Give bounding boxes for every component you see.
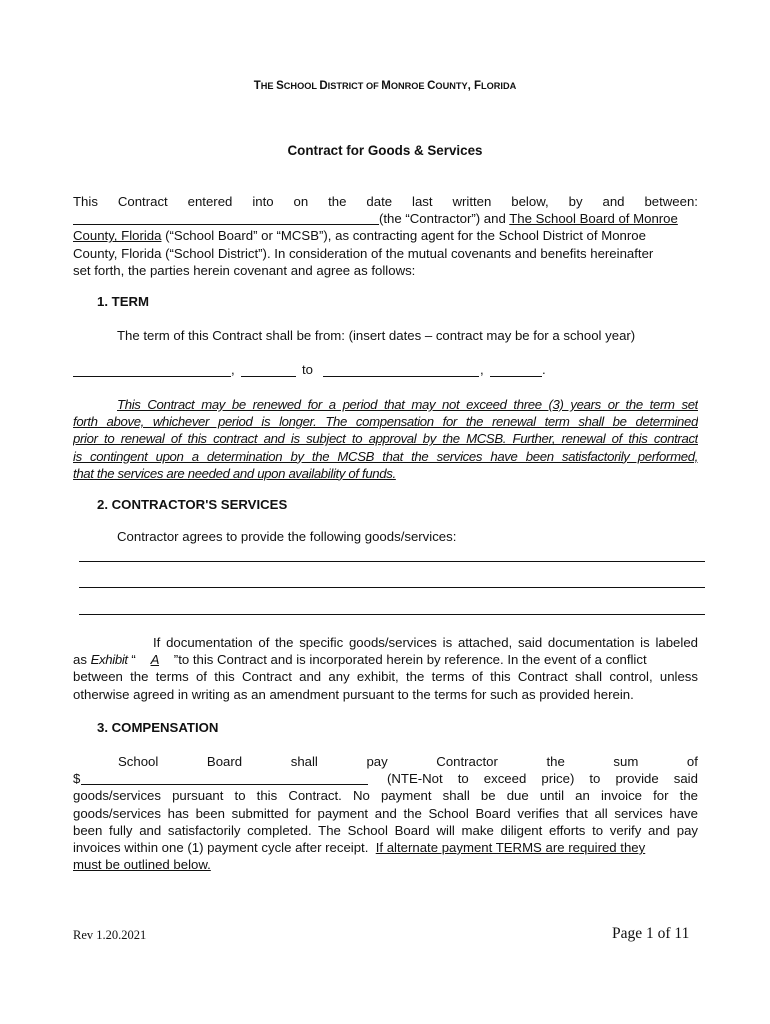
section-term-heading: 1. TERM bbox=[97, 294, 150, 309]
word: the bbox=[546, 754, 565, 769]
word: below, bbox=[511, 194, 549, 209]
comma: , bbox=[231, 362, 235, 377]
comp-line-7: must be outlined below. bbox=[73, 857, 211, 873]
doc-line-4: otherwise agreed in writing as an amendment pursuant to the terms for such as provided herein. bbox=[73, 686, 634, 702]
revision-label: Rev 1.20.2021 bbox=[73, 928, 147, 942]
page-title: Contract for Goods & Services bbox=[287, 143, 483, 158]
word: between: bbox=[644, 194, 698, 209]
intro-line-2-text bbox=[379, 210, 678, 227]
word: on bbox=[293, 194, 309, 209]
word: This bbox=[73, 194, 98, 209]
renewal-line: is contingent upon a determination by the MCSB that the services have been satisfactorily performed, bbox=[73, 448, 698, 464]
intro-line-4: County, Florida (“School District”). In consideration of the mutual covenants and benefits hereinafter bbox=[73, 245, 654, 261]
header-part: D bbox=[319, 80, 328, 92]
doc-line-2-pre: as bbox=[73, 652, 91, 668]
to-label: to bbox=[302, 362, 313, 377]
comma: , bbox=[480, 362, 484, 377]
renewal-line: forth above, whichever period is longer. The compensation for the renewal term shall be determined bbox=[73, 414, 698, 430]
intro-line-3-text: (“School Board” or “MCSB”), as contracting agent for the School District of Monroe bbox=[161, 228, 646, 244]
alternate-terms-note: If alternate payment TERMS are required they bbox=[375, 839, 646, 855]
quote-open: “ bbox=[127, 652, 136, 668]
header-part: ISTRICT OF bbox=[327, 81, 382, 91]
word: Board bbox=[206, 754, 243, 769]
header-part: LORIDA bbox=[481, 81, 517, 91]
header-part: C bbox=[427, 80, 436, 92]
documentation-paragraph bbox=[73, 634, 698, 703]
intro-line-1 bbox=[73, 193, 698, 210]
header-part: M bbox=[381, 80, 391, 92]
word: by bbox=[568, 194, 583, 209]
renewal-paragraph bbox=[73, 396, 698, 482]
comp-line-5: been fully and satisfactorily completed. The School Board will make diligent efforts to verify and pay bbox=[73, 822, 698, 838]
term-text: The term of this Contract shall be from: (insert dates – contract may be for a school year) bbox=[117, 328, 636, 343]
section-compensation-heading: 3. COMPENSATION bbox=[97, 720, 219, 735]
renewal-line: This Contract may be renewed for a period that may not exceed three (3) years or the term set bbox=[117, 397, 698, 412]
period: . bbox=[542, 362, 546, 377]
renewal-line: that the services are needed and upon availability of funds. bbox=[73, 465, 396, 481]
comp-line-4: goods/services has been submitted for payment and the School Board verifies that all services have bbox=[73, 805, 698, 821]
compensation-paragraph bbox=[73, 753, 698, 873]
doc-line-2-post: ”to this Contract and is incorporated herein by reference. In the event of a conflict bbox=[173, 652, 647, 668]
comp-line-6 bbox=[73, 839, 698, 856]
term-dates-line bbox=[73, 362, 633, 382]
header-part: , F bbox=[467, 80, 481, 92]
services-agree-text: Contractor agrees to provide the following goods/services: bbox=[117, 529, 457, 544]
word: School bbox=[118, 754, 159, 769]
word: sum bbox=[613, 754, 639, 769]
word: shall bbox=[290, 754, 318, 769]
contractor-name-blank[interactable] bbox=[73, 224, 379, 225]
header-part: OUNTY bbox=[435, 81, 468, 91]
comp-line-2 bbox=[73, 770, 698, 787]
word: date bbox=[366, 194, 393, 209]
school-board-name: The School Board of Monroe bbox=[509, 211, 678, 227]
services-line-2[interactable] bbox=[79, 587, 705, 588]
dollar-sign: $ bbox=[73, 771, 81, 787]
services-line-1[interactable] bbox=[79, 561, 705, 562]
comp-line-3: goods/services pursuant to this Contract. No payment shall be due until an invoice for the bbox=[73, 788, 698, 804]
comp-line-2-words bbox=[387, 770, 698, 787]
intro-line-2 bbox=[73, 210, 698, 227]
word: and bbox=[602, 194, 625, 209]
doc-line-1: If documentation of the specific goods/services is attached, said documentation is labeled bbox=[153, 635, 698, 650]
exhibit-letter: A bbox=[150, 652, 160, 668]
section-services-heading: 2. CONTRACTOR'S SERVICES bbox=[97, 497, 288, 512]
header-part: S bbox=[276, 80, 284, 92]
contractor-label: (the “Contractor”) and bbox=[379, 211, 510, 227]
header-part: CHOOL bbox=[283, 81, 320, 91]
exhibit-value[interactable] bbox=[136, 651, 174, 668]
word: last bbox=[412, 194, 433, 209]
word: Contract bbox=[117, 194, 168, 209]
amount-blank[interactable] bbox=[81, 784, 368, 785]
word: pay bbox=[366, 754, 388, 769]
word: exceed bbox=[483, 771, 527, 787]
word: Contractor bbox=[436, 754, 498, 769]
word: into bbox=[252, 194, 274, 209]
district-header bbox=[0, 77, 770, 92]
end-year-blank[interactable] bbox=[490, 376, 542, 377]
header-part: HE bbox=[260, 81, 277, 91]
start-year-blank[interactable] bbox=[241, 376, 296, 377]
intro-line-3 bbox=[73, 227, 698, 244]
word: the bbox=[328, 194, 347, 209]
intro-paragraph bbox=[73, 193, 698, 279]
word: written bbox=[452, 194, 492, 209]
word: to bbox=[589, 771, 601, 787]
page-number: Page 1 of 11 bbox=[612, 925, 690, 942]
word: (NTE-Not bbox=[387, 771, 443, 787]
doc-line-2 bbox=[73, 651, 698, 668]
services-line-3[interactable] bbox=[79, 614, 705, 615]
intro-line-5: set forth, the parties herein covenant and agree as follows: bbox=[73, 262, 416, 278]
comp-line-1 bbox=[73, 753, 698, 770]
comp-line-6-text: invoices within one (1) payment cycle after receipt. bbox=[73, 839, 376, 855]
word: entered bbox=[187, 194, 233, 209]
word: of bbox=[686, 754, 698, 769]
word: said bbox=[673, 771, 698, 787]
header-part: ONROE bbox=[390, 81, 428, 91]
exhibit-label: Exhibit bbox=[90, 652, 128, 668]
county-name: County, Florida bbox=[73, 228, 162, 244]
renewal-line: prior to renewal of this contract and is subject to approval by the MCSB. Further, renewal of this contract bbox=[73, 431, 698, 447]
doc-line-3: between the terms of this Contract and any exhibit, the terms of this Contract shall control, unless bbox=[73, 669, 698, 685]
word: to bbox=[457, 771, 469, 787]
word: provide bbox=[615, 771, 659, 787]
end-date-blank[interactable] bbox=[323, 376, 479, 377]
header-part: T bbox=[253, 80, 261, 92]
word: price) bbox=[541, 771, 575, 787]
start-date-blank[interactable] bbox=[73, 376, 231, 377]
